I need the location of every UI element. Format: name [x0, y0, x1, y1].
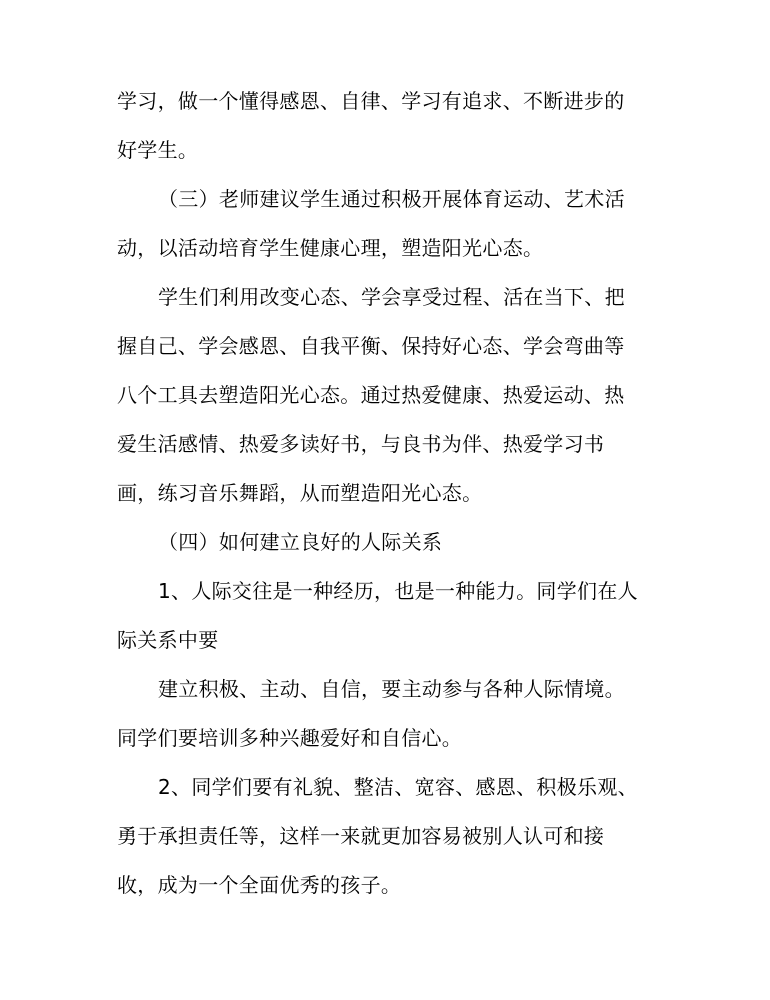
body-text-line: 八个工具去塑造阳光心态。通过热爱健康、热爱运动、热	[117, 383, 625, 407]
body-text-line: 画，练习音乐舞蹈，从而塑造阳光心态。	[117, 481, 483, 505]
list-item-one-line: 1、人际交往是一种经历，也是一种能力。同学们在人	[158, 579, 638, 603]
list-item-two-line: 2、同学们要有礼貌、整洁、宽容、感恩、积极乐观、	[158, 775, 638, 799]
body-text-line: 收，成为一个全面优秀的孩子。	[117, 873, 402, 897]
section-heading-three: （三）老师建议学生通过积极开展体育运动、艺术活	[158, 187, 625, 211]
body-text-line: 勇于承担责任等，这样一来就更加容易被别人认可和接	[117, 824, 605, 848]
paragraph-start-line: 学生们利用改变心态、学会享受过程、活在当下、把	[158, 285, 625, 309]
body-text-line: 握自己、学会感恩、自我平衡、保持好心态、学会弯曲等	[117, 334, 625, 358]
body-text-line: 爱生活感情、热爱多读好书，与良书为伴、热爱学习书	[117, 432, 605, 456]
body-text-line: 同学们要培训多种兴趣爱好和自信心。	[117, 726, 463, 750]
body-text-line: 际关系中要	[117, 628, 219, 652]
paragraph-start-line: 建立积极、主动、自信，要主动参与各种人际情境。	[158, 677, 625, 701]
body-text-line: 学习，做一个懂得感恩、自律、学习有追求、不断进步的	[117, 89, 625, 113]
section-heading-four: （四）如何建立良好的人际关系	[158, 530, 443, 554]
body-text-line: 好学生。	[117, 138, 199, 162]
body-text-line: 动，以活动培育学生健康心理，塑造阳光心态。	[117, 236, 544, 260]
